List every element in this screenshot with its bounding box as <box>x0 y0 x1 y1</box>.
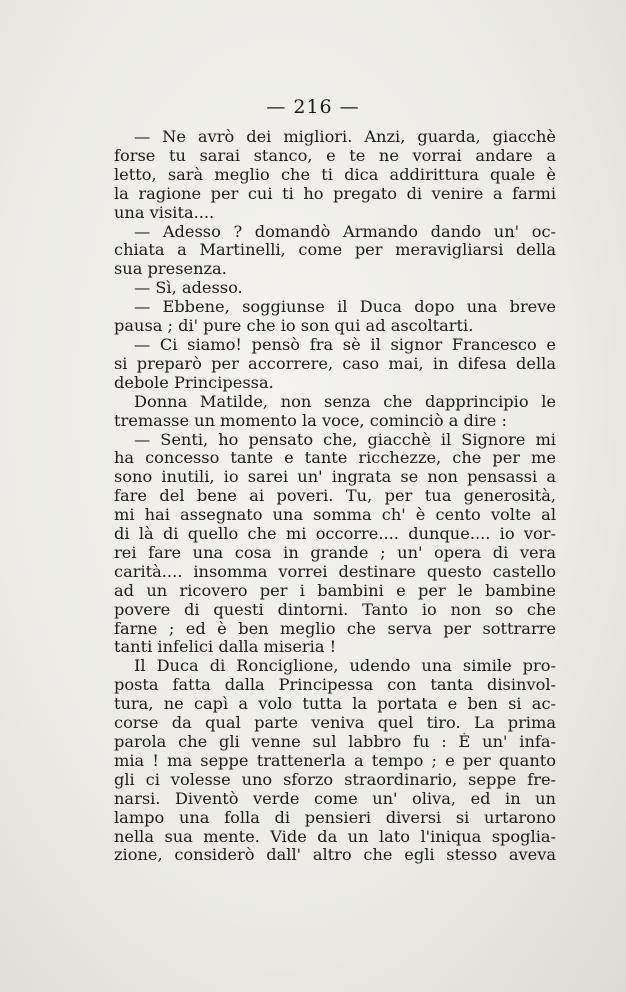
text-line: tanti infelici dalla miseria ! <box>114 638 337 657</box>
text-line: di là di quello che mi occorre.... dunque.... io vor- <box>114 525 556 544</box>
text-line: zione, considerò dall' altro che egli stesso aveva <box>114 846 556 865</box>
text-line: sono inutili, io sarei un' ingrata se non pensassi a <box>114 468 556 487</box>
text-line: sua presenza. <box>114 260 227 279</box>
text-line: mi hai assegnato una somma ch' è cento volte al <box>114 506 556 525</box>
text-line: farne ; ed è ben meglio che serva per sottrarre <box>114 619 556 638</box>
text-line: corse da qual parte veniva quel tiro. La prima <box>114 714 556 733</box>
text-line: gli ci volesse uno sforzo straordinario, seppe fre- <box>114 770 556 789</box>
text-line: carità.... insomma vorrei destinare questo castello <box>114 562 556 581</box>
text-line: — Sì, adesso. <box>134 279 243 298</box>
text-line: forse tu sarai stanco, e te ne vorrai andare a <box>114 146 556 165</box>
text-line: tura, ne capì a volo tutta la portata e ben si ac- <box>114 695 556 714</box>
text-line: ad un ricovero per i bambini e per le bambine <box>114 581 556 600</box>
text-line: — Senti, ho pensato che, giacchè il Signore mi <box>134 430 556 449</box>
text-line: debole Principessa. <box>114 373 274 392</box>
text-line: — Ci siamo! pensò fra sè il signor Francesco e <box>134 335 556 354</box>
text-line: una visita.... <box>114 203 215 222</box>
text-line: — Ebbene, soggiunse il Duca dopo una breve <box>134 298 556 317</box>
page-number: — 216 — <box>266 96 360 118</box>
body-text <box>114 128 556 865</box>
text-line: lampo una folla di pensieri diversi si urtarono <box>114 808 556 827</box>
text-line: parola che gli venne sul labbro fu : È un' infa- <box>114 733 556 751</box>
text-line: nella sua mente. Vide da un lato l'iniqua spoglia- <box>114 827 556 846</box>
text-line: povere di questi dintorni. Tanto io non so che <box>114 600 556 619</box>
text-line: — Adesso ? domandò Armando dando un' oc- <box>134 222 556 241</box>
text-line: si preparò per accorrere, caso mai, in difesa della <box>114 354 556 373</box>
text-line: fare del bene ai poveri. Tu, per tua generosità, <box>114 487 556 506</box>
text-line: mia ! ma seppe trattenerla a tempo ; e per quanto <box>114 751 556 770</box>
text-line: rei fare una cosa in grande ; un' opera di vera <box>114 543 556 562</box>
text-line: Il Duca di Ronciglione, udendo una simile pro- <box>134 657 556 676</box>
text-line: ha concesso tante e tante ricchezze, che per me <box>114 449 556 468</box>
text-line: chiata a Martinelli, come per meravigliarsi della <box>114 241 556 260</box>
text-line: tremasse un momento la voce, cominciò a dire : <box>114 411 507 430</box>
text-line: — Ne avrò dei migliori. Anzi, guarda, giacchè <box>134 128 556 146</box>
text-line: letto, sarà meglio che ti dica addirittura quale è <box>114 165 556 184</box>
text-line: la ragione per cui ti ho pregato di venire a farmi <box>114 184 556 203</box>
text-line: posta fatta dalla Principessa con tanta disinvol- <box>114 676 556 695</box>
text-line: pausa ; di' pure che io son qui ad ascoltarti. <box>114 317 474 336</box>
text-line: narsi. Diventò verde come un' oliva, ed in un <box>114 789 556 808</box>
text-line: Donna Matilde, non senza che dapprincipio le <box>134 392 556 411</box>
